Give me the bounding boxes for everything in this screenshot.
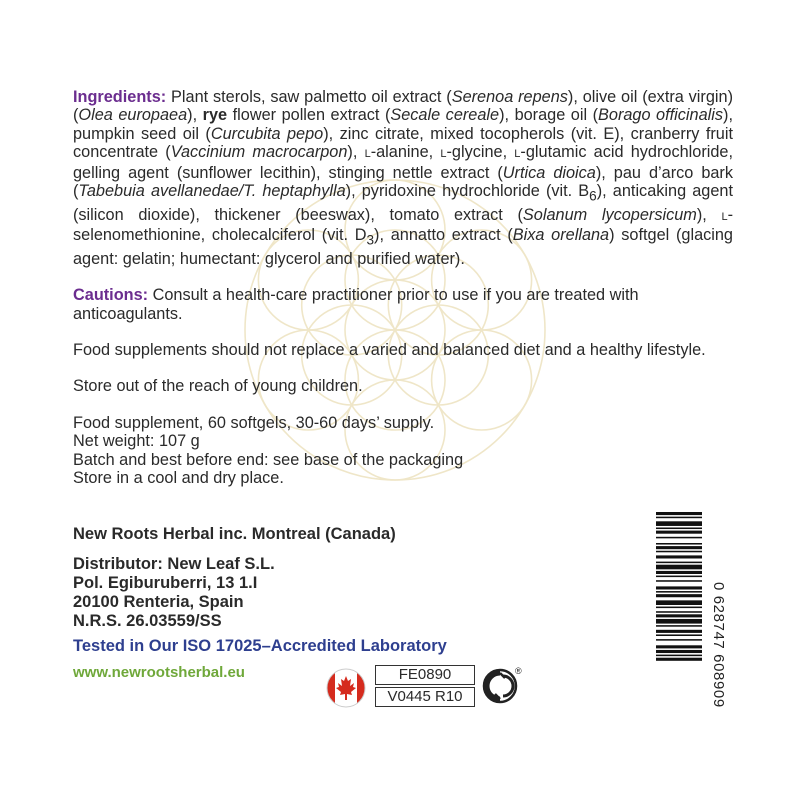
latin-name: Serenoa repens (451, 88, 568, 106)
ingredients-text: ), (187, 106, 203, 125)
ingredients-text: ), anticaking agent (silicon dioxide), thickener (beeswax), tomato extract ( (73, 182, 733, 224)
batch-line: Batch and best before end: see base of the packaging (73, 450, 464, 469)
barcode-bar (656, 650, 702, 653)
barcode-bar (656, 591, 702, 593)
ingredients-text: ), annatto extract ( (374, 226, 513, 245)
ingredients-text: -selenomethionine, cholecalciferol (vit. D (73, 205, 733, 245)
ingredients-text: ), (347, 143, 365, 162)
ingredients-text: -glutamic acid hydrochloride, gelling agent (sunflower lecithin), stinging nettle extract ( (73, 143, 733, 182)
cautions-paragraph (73, 286, 733, 323)
latin-name: Solanum lycopersicum (522, 205, 697, 224)
ingredients-paragraph (73, 88, 733, 268)
barcode-bar (656, 625, 702, 627)
ingredients-text: ), (696, 205, 722, 224)
distributor-block (73, 555, 275, 631)
barcode-bar (656, 614, 702, 617)
small-cap-l: L (721, 210, 728, 223)
product-code-box: FE0890 (375, 665, 475, 685)
barcode-bar (656, 571, 702, 574)
barcode-bar (656, 537, 702, 539)
barcode-bar (656, 555, 702, 558)
registered-mark: ® (515, 666, 522, 676)
barcode-bar (656, 580, 702, 582)
latin-name: Tabebuia avellanedae/T. heptaphylla (78, 182, 346, 201)
barcode-bar (656, 551, 702, 553)
barcode-bar (656, 594, 702, 597)
small-cap-l: L (364, 148, 371, 161)
storage-children-note: Store out of the reach of young children. (73, 377, 363, 396)
latin-name: Curcubita pepo (210, 124, 324, 143)
ingredients-text: ), borage oil ( (499, 106, 599, 125)
small-cap-l: L (514, 148, 521, 161)
barcode-bar (656, 546, 702, 549)
barcode-bar (656, 517, 702, 519)
barcode-bar (656, 565, 702, 570)
distributor-line: Distributor: New Leaf S.L. (73, 555, 275, 573)
small-cap-l: L (440, 148, 447, 161)
ingredients-text: ), olive oil (extra virgin) ( (73, 88, 733, 125)
barcode-bar (656, 607, 702, 609)
version-code-box: V0445 R10 (375, 687, 475, 707)
barcode-bar (656, 645, 702, 648)
ingredients-text: ) softgel (glacing agent: gelatin; humectant: glycerol and purified water). (73, 226, 733, 268)
latin-name: Borago officinalis (598, 106, 724, 125)
balanced-diet-note: Food supplements should not replace a varied and balanced diet and a healthy lifestyle. (73, 340, 706, 359)
distributor-city-line: 20100 Renteria, Spain (73, 593, 244, 611)
supply-line: Food supplement, 60 softgels, 30-60 days’ supply. (73, 413, 435, 432)
barcode-bar (656, 531, 702, 534)
subscript: 6 (589, 188, 597, 204)
product-info (73, 414, 733, 488)
barcode-bar (656, 600, 702, 605)
ingredients-text: ), zinc citrate, mixed tocopherols (vit. E), cranberry fruit concentrate ( (73, 124, 733, 162)
barcode-bar (656, 586, 702, 589)
barcode-bar (656, 658, 702, 661)
ingredients-text: -alanine, (370, 143, 441, 162)
ingredients-text: ), pyridoxine hydrochloride (vit. B (345, 182, 590, 201)
cautions-heading: Cautions: (73, 286, 149, 305)
tested-laboratory-claim: Tested in Our ISO 17025–Accredited Laboratory (73, 637, 447, 655)
barcode-bar (656, 576, 702, 578)
latin-name: Vaccinium macrocarpon (170, 143, 348, 162)
barcode-bar (656, 655, 702, 657)
barcode-bar (656, 630, 702, 633)
ingredients-text: -glycine, (446, 143, 515, 162)
canada-flag-icon (322, 668, 370, 708)
latin-name: Bixa orellana (512, 226, 610, 245)
barcode-bar (656, 634, 702, 636)
distributor-address-line: Pol. Egiburuberri, 13 1.I (73, 574, 258, 592)
barcode-bar (656, 639, 702, 641)
company-name: New Roots Herbal inc. Montreal (Canada) (73, 525, 396, 543)
ingredients-heading: Ingredients: (73, 88, 167, 106)
barcode-bar (656, 512, 702, 515)
ingredients-text: ), pau d’arco bark ( (73, 163, 733, 201)
storage-cool-line: Store in a cool and dry place. (73, 469, 284, 487)
ingredients-text: flower pollen extract ( (227, 106, 391, 125)
barcode-bar (656, 521, 702, 526)
green-dot-recycle-icon (480, 664, 524, 704)
product-codes (375, 665, 475, 707)
barcode-bar (656, 562, 702, 564)
barcode-bar (656, 528, 702, 530)
ingredients-text: Plant sterols, saw palmetto oil extract ( (166, 88, 452, 106)
label-text-block (73, 88, 733, 505)
cautions-text: Consult a health-care practitioner prior to use if you are treated with anticoagulants. (73, 286, 639, 323)
website-link[interactable]: www.newrootsherbal.eu (73, 664, 245, 681)
latin-name: Olea europaea (78, 106, 188, 125)
net-weight-line: Net weight: 107 g (73, 432, 200, 451)
barcode-bar (656, 611, 702, 613)
nrs-number: N.R.S. 26.03559/SS (73, 612, 222, 630)
barcode-bar (656, 543, 702, 545)
subscript: 3 (366, 232, 375, 248)
ingredients-text: ), pumpkin seed oil ( (73, 106, 733, 143)
barcode-number: 0 628747 608909 (710, 582, 727, 708)
latin-name: Urtica dioica (502, 163, 596, 182)
barcode-bar (656, 619, 702, 624)
allergen-rye: rye (202, 106, 228, 125)
latin-name: Secale cereale (390, 106, 500, 125)
